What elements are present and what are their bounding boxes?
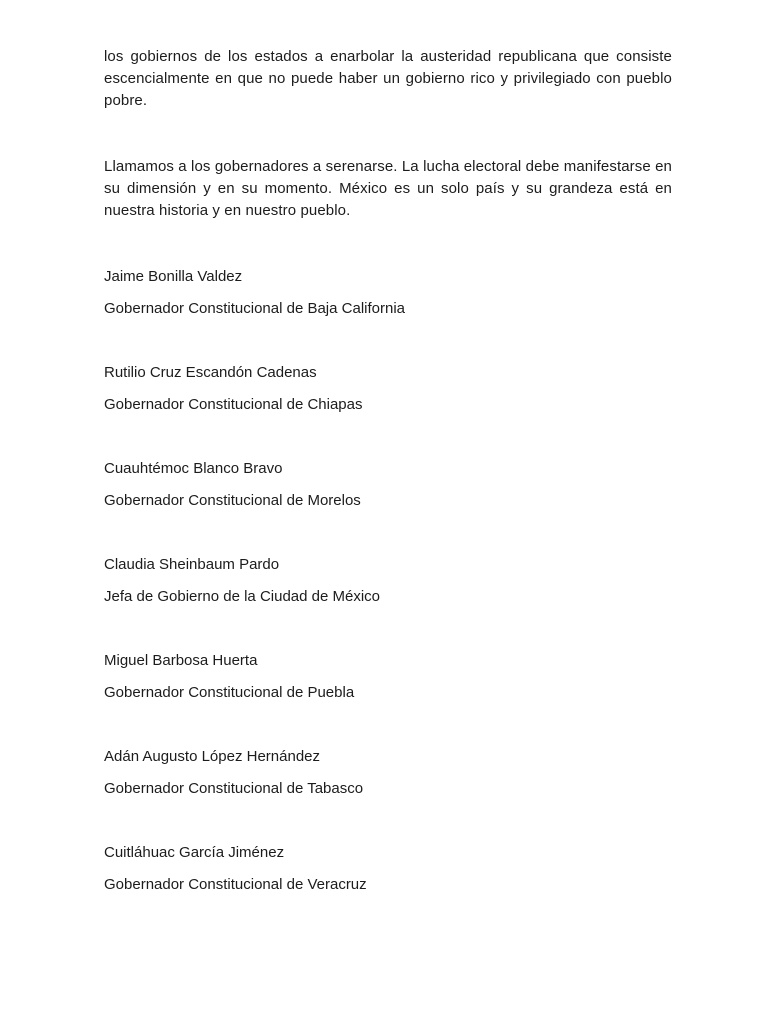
signatory-title: Jefa de Gobierno de la Ciudad de México: [104, 588, 381, 605]
signatory-name: Claudia Sheinbaum Pardo: [104, 556, 280, 573]
signatory-block: [104, 842, 672, 896]
paragraph-llamamos: Llamamos a los gobernadores a serenarse. La lucha electoral debe manifestarse en su dimensión y en su momento. México es un solo país y su grandeza está en nuestra historia y en nuestro pueblo.: [104, 158, 672, 219]
paragraph-austeridad: los gobiernos de los estados a enarbolar la austeridad republicana que consiste escencialmente en que no puede haber un gobierno rico y privilegiado con pueblo pobre.: [104, 48, 672, 109]
signatory-title: Gobernador Constitucional de Tabasco: [104, 780, 364, 797]
signatory-name: Rutilio Cruz Escandón Cadenas: [104, 364, 317, 381]
signatory-title: Gobernador Constitucional de Baja California: [104, 300, 406, 317]
signatory-name: Cuauhtémoc Blanco Bravo: [104, 460, 283, 477]
signatory-block: [104, 650, 672, 704]
signatory-block: [104, 458, 672, 512]
signatory-name: Jaime Bonilla Valdez: [104, 268, 243, 285]
signatory-title: Gobernador Constitucional de Chiapas: [104, 396, 363, 413]
signatory-block: [104, 554, 672, 608]
signatory-title: Gobernador Constitucional de Puebla: [104, 684, 355, 701]
signatory-name: Cuitláhuac García Jiménez: [104, 844, 285, 861]
signatory-title: Gobernador Constitucional de Veracruz: [104, 876, 367, 893]
signatory-block: [104, 746, 672, 800]
signature-list: [104, 266, 672, 896]
signatory-block: [104, 362, 672, 416]
signatory-name: Miguel Barbosa Huerta: [104, 652, 258, 669]
signatory-name: Adán Augusto López Hernández: [104, 748, 320, 765]
signatory-block: [104, 266, 672, 320]
signatory-title: Gobernador Constitucional de Morelos: [104, 492, 361, 509]
